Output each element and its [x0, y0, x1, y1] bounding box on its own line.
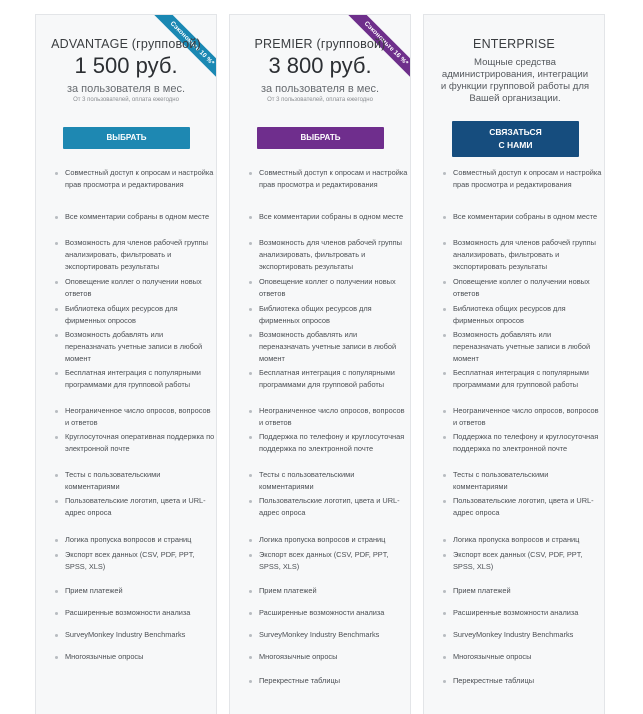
feature-text: Прием платежей: [65, 586, 123, 595]
feature-item: [259, 675, 409, 687]
feature-text: Многоязычные опросы: [453, 652, 532, 661]
bullet-icon: [249, 590, 252, 593]
plan-name: ENTERPRISE: [473, 37, 555, 51]
feature-text: Совместный доступ к опросам и настройка прав просмотра и редактирования: [65, 168, 214, 189]
feature-text: Логика пропуска вопросов и страниц: [259, 535, 386, 544]
feature-text: Библиотека общих ресурсов для фирменных опросов: [453, 304, 566, 325]
feature-text: Возможность добавлять или переназначать учетные записи в любой момент: [259, 330, 397, 363]
feature-item: [453, 629, 603, 641]
bullet-icon: [249, 242, 252, 245]
plan-description: Мощные средства администрирования, интеграции и функции групповой работы для Вашей организации.: [440, 57, 590, 104]
feature-text: Перекрестные таблицы: [453, 676, 535, 685]
feature-item: [259, 276, 409, 300]
feature-text: Логика пропуска вопросов и страниц: [453, 535, 580, 544]
bullet-icon: [55, 410, 58, 413]
plan-card-advantage: [35, 14, 217, 714]
bullet-icon: [443, 612, 446, 615]
plan-name: ADVANTAGE (групповой): [51, 37, 201, 51]
feature-text: Пользовательские логотип, цвета и URL-адрес опроса: [453, 496, 594, 517]
bullet-icon: [249, 372, 252, 375]
feature-item: [65, 629, 215, 641]
bullet-icon: [443, 680, 446, 683]
feature-item: [453, 585, 603, 597]
bullet-icon: [55, 308, 58, 311]
bullet-icon: [55, 281, 58, 284]
feature-item: [259, 367, 409, 391]
feature-item: [259, 629, 409, 641]
feature-item: [65, 303, 215, 327]
feature-text: Пользовательские логотип, цвета и URL-адрес опроса: [259, 496, 400, 517]
select-advantage-button[interactable]: ВЫБРАТЬ: [63, 127, 190, 149]
feature-text: Прием платежей: [259, 586, 317, 595]
plan-price: 3 800 руб.: [268, 53, 372, 78]
feature-text: Возможность добавлять или переназначать учетные записи в любой момент: [453, 330, 591, 363]
bullet-icon: [443, 216, 446, 219]
feature-text: Многоязычные опросы: [65, 652, 144, 661]
feature-item: [259, 303, 409, 327]
feature-text: Бесплатная интеграция с популярными программами для групповой работы: [259, 368, 395, 389]
bullet-icon: [55, 554, 58, 557]
feature-text: Неограниченное число опросов, вопросов и ответов: [453, 406, 599, 427]
feature-item: [259, 549, 409, 573]
feature-text: Все комментарии собраны в одном месте: [453, 212, 598, 221]
plan-price-period: за пользователя в мес.: [260, 83, 380, 95]
bullet-icon: [55, 334, 58, 337]
bullet-icon: [249, 634, 252, 637]
plan-billing-note: От 3 пользователей, оплата ежегодно: [73, 97, 179, 103]
feature-item: [259, 585, 409, 597]
bullet-icon: [55, 590, 58, 593]
feature-text: Экспорт всех данных (CSV, PDF, PPT, SPSS, XLS): [259, 550, 389, 571]
feature-text: Тесты с пользовательскими комментариями: [259, 470, 355, 491]
feature-item: [453, 549, 603, 573]
feature-text: Оповещение коллег о получении новых ответов: [453, 277, 590, 298]
feature-text: Бесплатная интеграция с популярными программами для групповой работы: [65, 368, 201, 389]
bullet-icon: [249, 281, 252, 284]
bullet-icon: [55, 634, 58, 637]
feature-text: Неограниченное число опросов, вопросов и ответов: [259, 406, 405, 427]
feature-text: Экспорт всех данных (CSV, PDF, PPT, SPSS, XLS): [65, 550, 195, 571]
bullet-icon: [249, 656, 252, 659]
bullet-icon: [249, 500, 252, 503]
feature-item: [65, 405, 215, 429]
feature-text: Круглосуточная оперативная поддержка по электронной почте: [65, 432, 215, 453]
feature-item: [453, 607, 603, 619]
feature-item: [65, 607, 215, 619]
feature-item: [453, 303, 603, 327]
feature-text: Неограниченное число опросов, вопросов и ответов: [65, 406, 211, 427]
feature-text: Все комментарии собраны в одном месте: [65, 212, 210, 221]
feature-item: [259, 534, 409, 546]
bullet-icon: [55, 242, 58, 245]
feature-item: [65, 534, 215, 546]
bullet-icon: [443, 436, 446, 439]
feature-text: Поддержка по телефону и круглосуточная поддержка по электронной почте: [453, 432, 599, 453]
bullet-icon: [249, 216, 252, 219]
bullet-icon: [249, 172, 252, 175]
feature-text: Оповещение коллег о получении новых ответов: [259, 277, 396, 298]
bullet-icon: [249, 680, 252, 683]
feature-item: [453, 431, 603, 455]
bullet-icon: [55, 656, 58, 659]
bullet-icon: [443, 281, 446, 284]
feature-item: [259, 431, 409, 455]
feature-text: Расширенные возможности анализа: [65, 608, 191, 617]
feature-text: SurveyMonkey Industry Benchmarks: [259, 630, 380, 639]
feature-text: Совместный доступ к опросам и настройка прав просмотра и редактирования: [259, 168, 408, 189]
feature-item: [65, 167, 215, 191]
bullet-icon: [443, 634, 446, 637]
contact-us-button[interactable]: [452, 121, 579, 157]
bullet-icon: [55, 172, 58, 175]
select-premier-button[interactable]: ВЫБРАТЬ: [257, 127, 384, 149]
bullet-icon: [443, 554, 446, 557]
feature-item: [259, 651, 409, 663]
feature-text: Расширенные возможности анализа: [453, 608, 579, 617]
feature-item: [65, 549, 215, 573]
feature-item: [259, 167, 409, 191]
plan-billing-note: От 3 пользователей, оплата ежегодно: [267, 97, 373, 103]
bullet-icon: [55, 372, 58, 375]
bullet-icon: [249, 334, 252, 337]
bullet-icon: [55, 612, 58, 615]
feature-text: Поддержка по телефону и круглосуточная поддержка по электронной почте: [259, 432, 405, 453]
contact-us-label-line2: С НАМИ: [498, 140, 533, 150]
feature-item: [259, 469, 409, 493]
feature-item: [453, 329, 603, 365]
feature-text: Библиотека общих ресурсов для фирменных опросов: [65, 304, 178, 325]
bullet-icon: [249, 554, 252, 557]
plan-price-period: за пользователя в мес.: [66, 83, 186, 95]
bullet-icon: [443, 334, 446, 337]
feature-text: Все комментарии собраны в одном месте: [259, 212, 404, 221]
feature-item: [453, 211, 603, 223]
feature-item: [65, 431, 215, 455]
bullet-icon: [443, 590, 446, 593]
bullet-icon: [249, 410, 252, 413]
feature-item: [453, 367, 603, 391]
bullet-icon: [443, 172, 446, 175]
feature-item: [259, 495, 409, 519]
feature-text: Расширенные возможности анализа: [259, 608, 385, 617]
feature-text: Библиотека общих ресурсов для фирменных опросов: [259, 304, 372, 325]
feature-text: Тесты с пользовательскими комментариями: [65, 470, 161, 491]
bullet-icon: [55, 539, 58, 542]
feature-item: [453, 534, 603, 546]
bullet-icon: [55, 436, 58, 439]
feature-text: Совместный доступ к опросам и настройка прав просмотра и редактирования: [453, 168, 602, 189]
feature-text: Возможность добавлять или переназначать учетные записи в любой момент: [65, 330, 203, 363]
feature-text: Многоязычные опросы: [259, 652, 338, 661]
bullet-icon: [443, 500, 446, 503]
feature-item: [453, 405, 603, 429]
feature-item: [453, 675, 603, 687]
feature-item: [65, 469, 215, 493]
feature-item: [65, 585, 215, 597]
bullet-icon: [443, 539, 446, 542]
feature-text: Бесплатная интеграция с популярными программами для групповой работы: [453, 368, 589, 389]
bullet-icon: [443, 242, 446, 245]
feature-item: [65, 329, 215, 365]
feature-text: Прием платежей: [453, 586, 511, 595]
feature-item: [259, 211, 409, 223]
feature-text: Тесты с пользовательскими комментариями: [453, 470, 549, 491]
feature-text: Возможность для членов рабочей группы анализировать, фильтровать и экспортировать результаты: [65, 238, 208, 271]
feature-text: SurveyMonkey Industry Benchmarks: [65, 630, 186, 639]
bullet-icon: [249, 539, 252, 542]
feature-text: SurveyMonkey Industry Benchmarks: [453, 630, 574, 639]
feature-text: Экспорт всех данных (CSV, PDF, PPT, SPSS, XLS): [453, 550, 583, 571]
bullet-icon: [249, 308, 252, 311]
bullet-icon: [55, 216, 58, 219]
bullet-icon: [443, 308, 446, 311]
feature-item: [65, 651, 215, 663]
bullet-icon: [249, 436, 252, 439]
feature-item: [65, 367, 215, 391]
contact-us-label-line1: СВЯЗАТЬСЯ: [489, 127, 542, 137]
feature-item: [453, 495, 603, 519]
feature-item: [65, 237, 215, 273]
feature-item: [259, 607, 409, 619]
plan-card-premier: [229, 14, 411, 714]
feature-text: Оповещение коллег о получении новых ответов: [65, 277, 202, 298]
feature-text: Пользовательские логотип, цвета и URL-адрес опроса: [65, 496, 206, 517]
feature-text: Логика пропуска вопросов и страниц: [65, 535, 192, 544]
discount-ribbon: Сэкономьте 10 %*: [152, 14, 217, 83]
bullet-icon: [249, 612, 252, 615]
feature-item: [453, 167, 603, 191]
bullet-icon: [443, 656, 446, 659]
feature-item: [259, 237, 409, 273]
feature-item: [259, 329, 409, 365]
discount-ribbon: Сэкономьте 16 %*: [346, 14, 411, 83]
feature-item: [65, 276, 215, 300]
feature-item: [65, 211, 215, 223]
feature-item: [453, 469, 603, 493]
feature-item: [65, 495, 215, 519]
feature-item: [453, 276, 603, 300]
feature-text: Перекрестные таблицы: [259, 676, 341, 685]
bullet-icon: [55, 474, 58, 477]
bullet-icon: [443, 474, 446, 477]
feature-text: Возможность для членов рабочей группы анализировать, фильтровать и экспортировать результаты: [259, 238, 402, 271]
bullet-icon: [55, 500, 58, 503]
bullet-icon: [443, 372, 446, 375]
feature-text: Возможность для членов рабочей группы анализировать, фильтровать и экспортировать результаты: [453, 238, 596, 271]
feature-item: [259, 405, 409, 429]
plan-price: 1 500 руб.: [74, 53, 178, 78]
feature-item: [453, 651, 603, 663]
bullet-icon: [249, 474, 252, 477]
feature-item: [453, 237, 603, 273]
bullet-icon: [443, 410, 446, 413]
plan-card-enterprise: [423, 14, 605, 714]
plan-name: PREMIER (групповой): [254, 37, 386, 51]
